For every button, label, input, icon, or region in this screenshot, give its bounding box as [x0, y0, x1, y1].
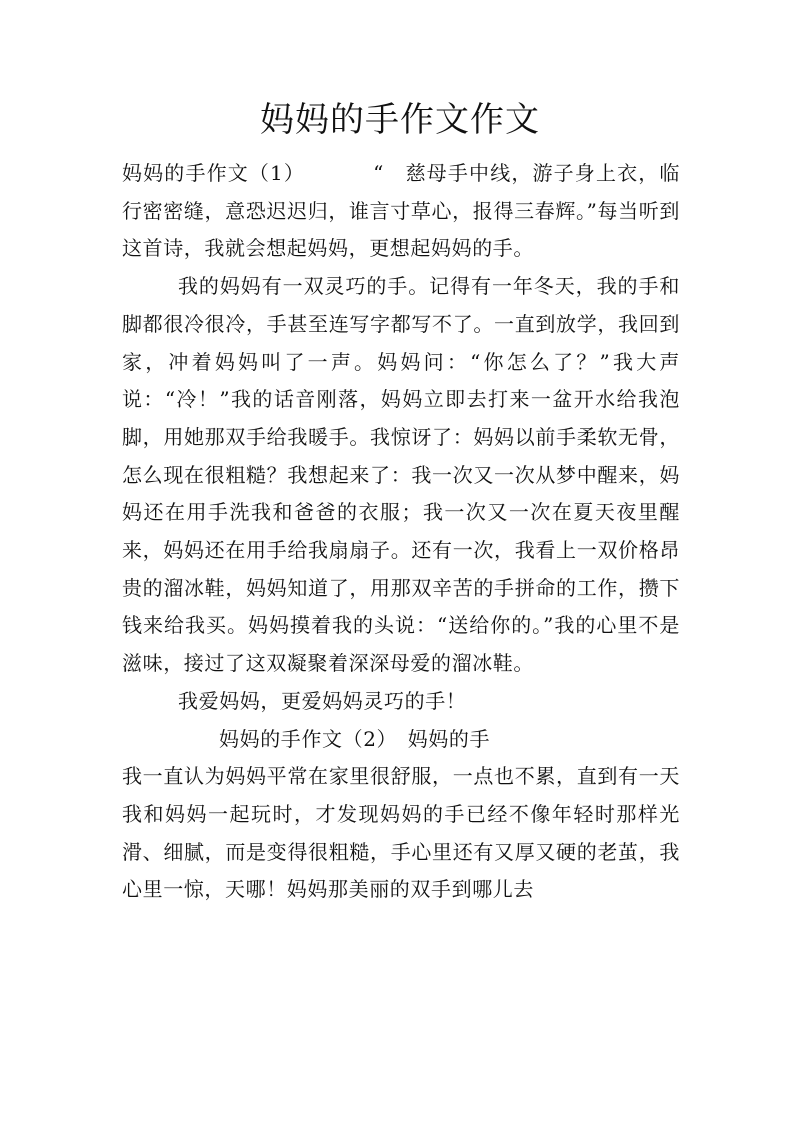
section1-intro: “ 慈母手中线，游子身上衣，临行密密缝，意恐迟迟归，谁言寸草心，报得三春辉。”每当听到这首诗，我就会想起妈妈，更想起妈妈的手。 [122, 161, 680, 261]
page-title: 妈妈的手作文作文 [260, 100, 540, 140]
document-body [122, 155, 680, 909]
section2-paragraph-1: 我一直认为妈妈平常在家里很舒服，一点也不累，直到有一天我和妈妈一起玩时，才发现妈妈的手已经不像年轻时那样光滑、细腻，而是变得很粗糙，手心里还有又厚又硬的老茧，我心里一惊，天哪！妈妈那美丽的双手到哪儿去 [122, 764, 680, 902]
section2-heading: 妈妈的手作文（2） 妈妈的手 [219, 726, 491, 751]
section1-paragraph-2: 我的妈妈有一双灵巧的手。记得有一年冬天，我的手和脚都很冷很冷，手甚至连写字都写不了。一直到放学，我回到家，冲着妈妈叫了一声。妈妈问：“你怎么了？”我大声说：“冷！”我的话音刚落，妈妈立即去打来一盆开水给我泡脚，用她那双手给我暖手。我惊讶了：妈妈以前手柔软无骨，怎么现在很粗糙？我想起来了：我一次又一次从梦中醒来，妈妈还在用手洗我和爸爸的衣服；我一次又一次在夏天夜里醒来，妈妈还在用手给我扇扇子。还有一次，我看上一双价格昂贵的溜冰鞋，妈妈知道了，用那双辛苦的手拼命的工作，攒下钱来给我买。妈妈摸着我的头说：“送给你的。”我的心里不是滋味，接过了这双凝聚着深深母爱的溜冰鞋。 [122, 274, 680, 676]
section1-paragraph-3: 我爱妈妈，更爱妈妈灵巧的手！ [178, 688, 467, 713]
section1-heading: 妈妈的手作文（1） [122, 161, 306, 185]
section1-paragraph-1 [122, 155, 680, 268]
